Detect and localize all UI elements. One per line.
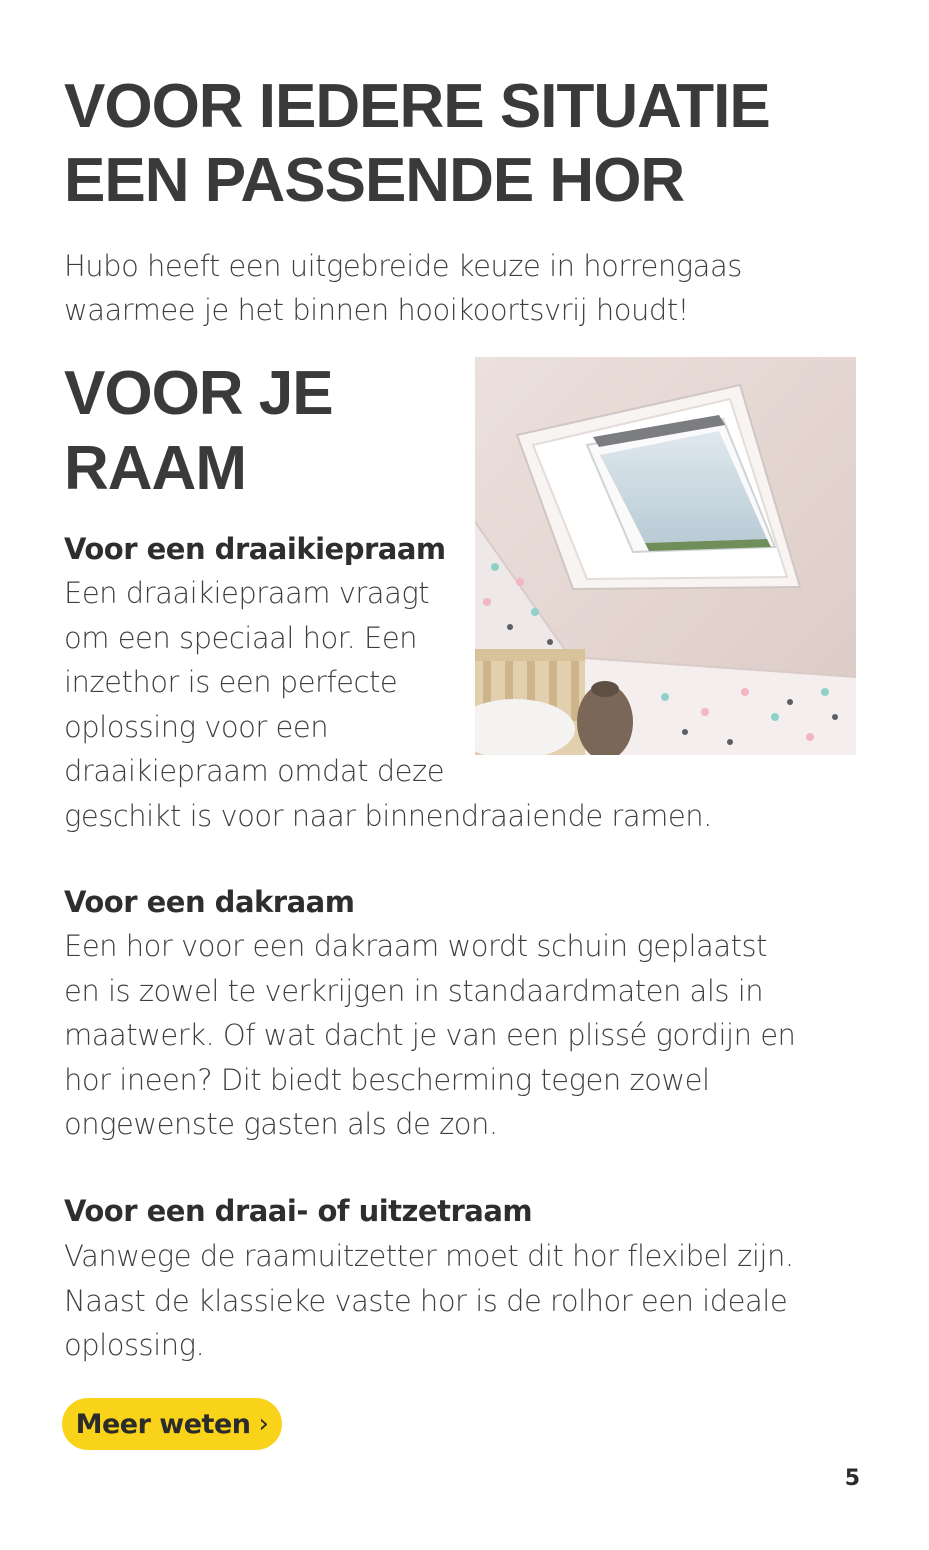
heading-draaikiepraam: Voor een draaikiepraam: [64, 532, 446, 566]
text-draaikiepraam: [64, 571, 712, 838]
text-dakraam-line-5: ongewenste gasten als de zon.: [64, 1107, 498, 1141]
page-title: [64, 70, 884, 218]
text-dakraam-line-4: hor ineen? Dit biedt bescherming tegen zowel: [64, 1062, 710, 1097]
text-dakraam-line-1: Een hor voor een dakraam wordt schuin geplaatst: [64, 929, 767, 963]
page-number: 5: [844, 1466, 860, 1491]
intro-line-2: waarmee je het binnen hooikoortsvrij houdt!: [64, 293, 689, 327]
chevron-right-icon: ›: [258, 1409, 269, 1439]
heading-uitzetraam: Voor een draai- of uitzetraam: [64, 1194, 533, 1228]
text-draaikiepraam-line-1: Een draaikiepraam vraagt: [64, 576, 430, 610]
text-dakraam-line-2: en is zowel te verkrijgen in standaardmaten als in: [64, 973, 764, 1008]
intro-line-1: Hubo heeft een uitgebreide keuze in horrengaas: [64, 249, 742, 283]
page-title-line-1: VOOR IEDERE SITUATIE: [64, 72, 770, 141]
text-dakraam-line-3: maatwerk. Of wat dacht je van een plissé gordijn en: [64, 1018, 796, 1052]
meer-weten-button[interactable]: [62, 1398, 282, 1450]
meer-weten-label: Meer weten: [75, 1408, 251, 1440]
text-dakraam: [64, 924, 795, 1147]
text-uitzetraam-line-1: Vanwege de raamuitzetter moet dit hor flexibel zijn.: [64, 1239, 794, 1273]
section-title-line-2: RAAM: [64, 434, 246, 503]
text-uitzetraam-line-3: oplossing.: [64, 1328, 205, 1362]
text-draaikiepraam-line-4: oplossing voor een: [64, 709, 329, 744]
section-title-line-1: VOOR JE: [64, 359, 333, 428]
text-draaikiepraam-line-5: draaikiepraam omdat deze: [64, 754, 445, 788]
section-title: [64, 356, 444, 506]
text-uitzetraam: [64, 1234, 794, 1368]
heading-dakraam: Voor een dakraam: [64, 885, 355, 919]
text-draaikiepraam-line-3: inzethor is een perfecte: [64, 665, 398, 699]
text-draaikiepraam-line-6: geschikt is voor naar binnendraaiende ramen.: [64, 798, 712, 833]
text-uitzetraam-line-2: Naast de klassieke vaste hor is de rolhor een ideale: [64, 1283, 788, 1318]
page-title-line-2: EEN PASSENDE HOR: [64, 146, 685, 215]
text-draaikiepraam-line-2: om een speciaal hor. Een: [64, 620, 418, 655]
intro-text: [64, 244, 864, 332]
